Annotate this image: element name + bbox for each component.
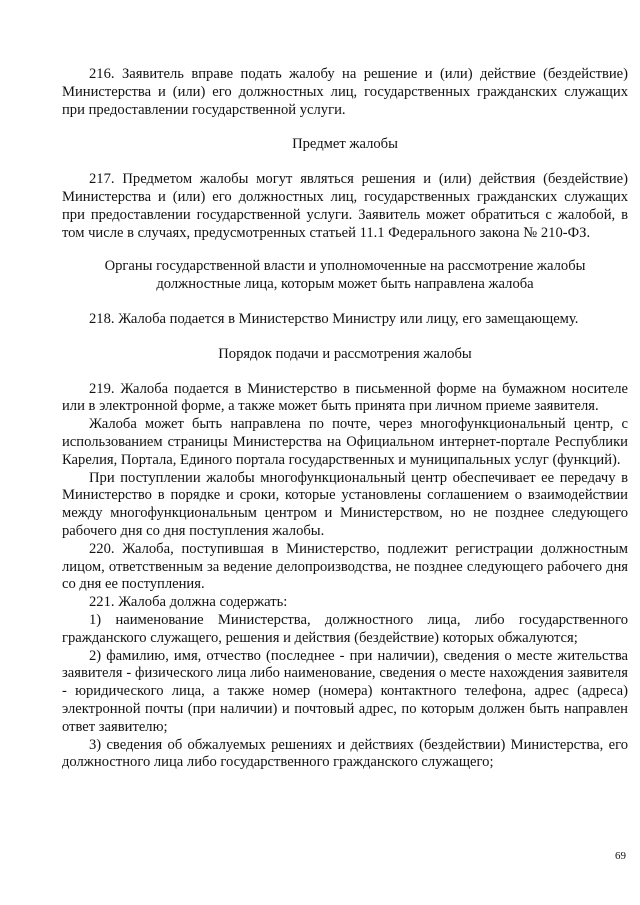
paragraph-221-item-2: 2) фамилию, имя, отчество (последнее - при наличии), сведения о месте жительства заявителя - физического лица либо наименование, сведения о месте нахождения заявителя - юридического лица, а также номер (номера) контактного телефона, адрес (адреса) электронной почты (при наличии) и почтовый адрес, по которым должен быть направлен ответ заявителю; <box>62 647 628 735</box>
heading-bodies-line-1: Органы государственной власти и уполномоченные на рассмотрение жалобы <box>104 258 586 275</box>
paragraph-216: 216. Заявитель вправе подать жалобу на решение и (или) действие (бездействие) Министерства и (или) его должностных лиц, государственных гражданских служащих при предоставлении государственной услуги. <box>62 66 628 118</box>
paragraph-220: 220. Жалоба, поступившая в Министерство, подлежит регистрации должностным лицом, ответственным за ведение делопроизводства, не позднее следующего рабочего дня со дня ее поступления. <box>62 540 628 593</box>
paragraph-217: 217. Предметом жалобы могут являться решения и (или) действия (бездействие) Министерства и (или) его должностных лиц, государственных гражданских служащих при предоставлении государственной услуги. Заявитель может обратиться с жалобой, в том числе в случаях, предусмотренных статьей 11.1 Федерального закона № 210-ФЗ. <box>62 171 628 241</box>
paragraph-221: 221. Жалоба должна содержать: <box>89 594 288 611</box>
page-number: 69 <box>615 850 626 862</box>
paragraph-221-item-1: 1) наименование Министерства, должностного лица, либо государственного гражданского служащего, решения и действия (бездействие) которых обжалуются; <box>62 611 628 646</box>
paragraph-221-item-3: 3) сведения об обжалуемых решениях и действиях (бездействии) Министерства, его должностного лица либо государственного гражданского служащего; <box>62 736 628 771</box>
heading-bodies-line-2: должностные лица, которым может быть направлена жалоба <box>156 276 534 293</box>
document-body <box>62 66 628 772</box>
paragraph-218: 218. Жалоба подается в Министерство Министру или лицу, его замещающему. <box>89 310 579 327</box>
paragraph-219-mail: Жалоба может быть направлена по почте, через многофункциональный центр, с использованием страницы Министерства на Официальном интернет-портале Республики Карелия, Портала, Единого портала государственных и муниципальных услуг (функций). <box>62 416 628 468</box>
heading-complaint-subject: Предмет жалобы <box>292 136 398 153</box>
paragraph-219-mfc: При поступлении жалобы многофункциональный центр обеспечивает ее передачу в Министерство в порядке и сроки, которые установлены соглашением о взаимодействии между многофункциональным центром и Министерством, но не позднее следующего рабочего дня со дня поступления жалобы. <box>62 469 628 539</box>
heading-procedure: Порядок подачи и рассмотрения жалобы <box>218 345 472 362</box>
paragraph-219: 219. Жалоба подается в Министерство в письменной форме на бумажном носителе или в электронной форме, а также может быть принята при личном приеме заявителя. <box>62 380 628 415</box>
